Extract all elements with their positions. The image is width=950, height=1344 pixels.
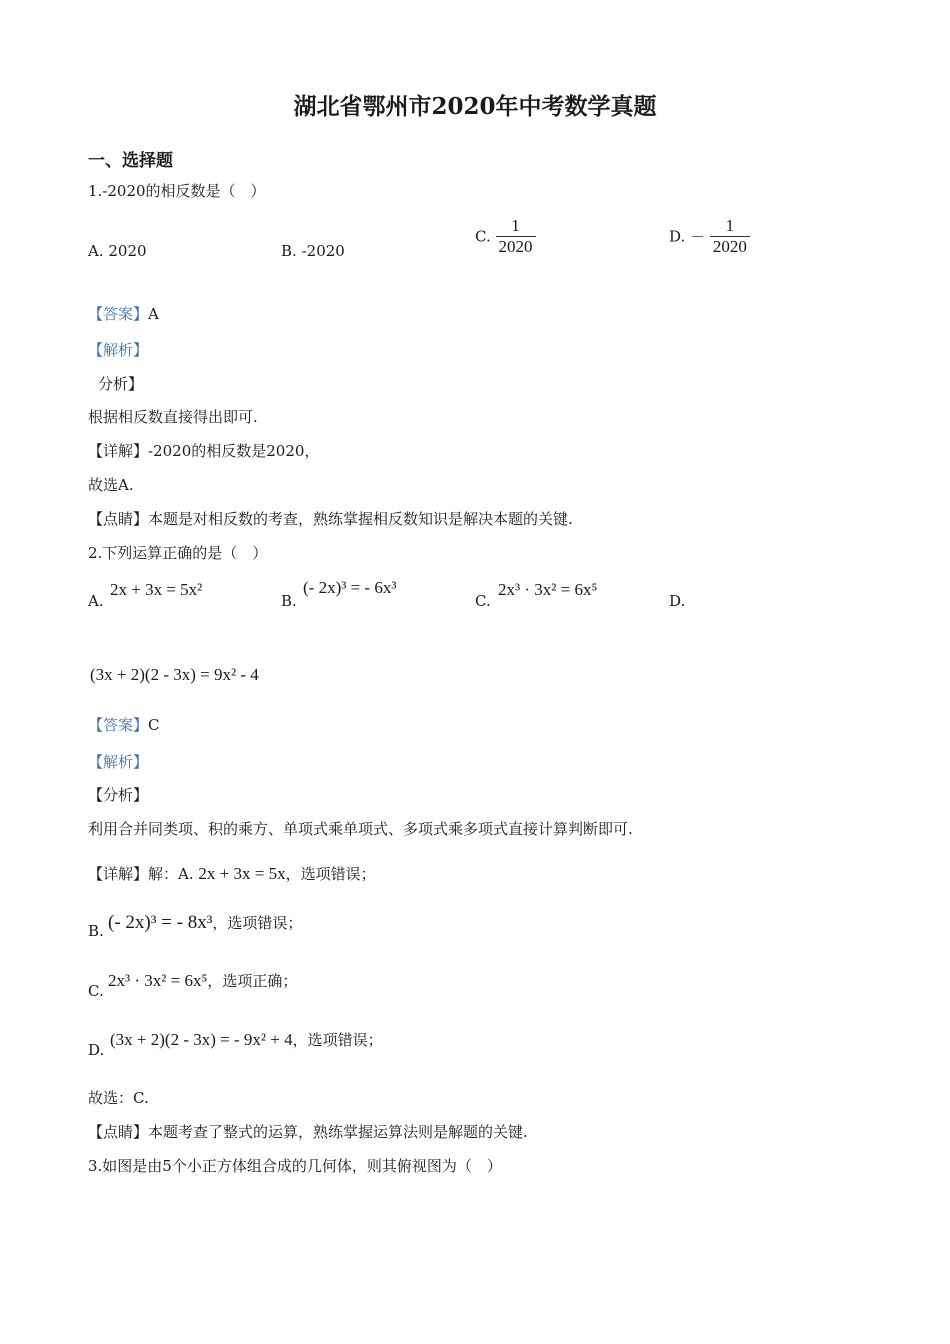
q2-option-d-math: (3x + 2)(2 - 3x) = 9x² - 4 bbox=[90, 665, 259, 684]
q1-option-d bbox=[669, 216, 750, 257]
detail-math: 2x + 3x = 5x bbox=[198, 864, 286, 883]
answer-value: C bbox=[148, 716, 160, 734]
detail-suffix: ，选项正确； bbox=[207, 972, 298, 990]
q2-option-b-math: (- 2x)³ = - 6x³ bbox=[303, 578, 397, 597]
q2-detail-d bbox=[110, 1029, 383, 1050]
q3-stem: 3.如图是由5个小正方体组合成的几何体，则其俯视图为（ ） bbox=[88, 1157, 502, 1175]
q2-option-a-math: 2x + 3x = 5x² bbox=[110, 580, 203, 599]
q1-answer bbox=[88, 303, 159, 324]
detail-prefix: 【详解】解：A. bbox=[88, 865, 194, 883]
option-value: 2020 bbox=[108, 242, 147, 260]
section-heading: 一、选择题 bbox=[88, 151, 173, 171]
q2-option-d-label: D. bbox=[669, 592, 686, 610]
q1-fenxi-text: 根据相反数直接得出即可. bbox=[88, 408, 258, 426]
q2-fenxi-text: 利用合并同类项、积的乘方、单项式乘单项式、多项式乘多项式直接计算判断即可. bbox=[88, 820, 633, 838]
detail-math: 2x³ · 3x² = 6x⁵ bbox=[108, 971, 208, 990]
fraction bbox=[496, 216, 536, 257]
option-label: D. bbox=[669, 227, 686, 246]
detail-suffix: ，选项错误； bbox=[292, 1031, 383, 1049]
option-label: A. bbox=[88, 242, 104, 260]
q2-option-b-label: B. bbox=[281, 592, 297, 610]
answer-tag: 【答案】 bbox=[88, 305, 149, 323]
q2-choose: 故选：C. bbox=[88, 1089, 149, 1107]
q2-detail-b bbox=[108, 912, 302, 934]
q2-analysis-tag: 【解析】 bbox=[88, 753, 149, 771]
q1-fenxi-tag: 分析】 bbox=[98, 375, 144, 393]
q2-answer bbox=[88, 714, 160, 735]
q2-stem: 2.下列运算正确的是（ ） bbox=[88, 544, 268, 562]
denominator: 2020 bbox=[710, 236, 750, 257]
q1-option-a bbox=[88, 242, 147, 260]
answer-tag: 【答案】 bbox=[88, 716, 149, 734]
q1-option-c bbox=[475, 216, 536, 257]
q1-analysis-tag: 【解析】 bbox=[88, 341, 149, 359]
q2-option-c-math: 2x³ · 3x² = 6x⁵ bbox=[498, 580, 598, 599]
q2-detail-b-label: B. bbox=[88, 922, 104, 940]
numerator: 1 bbox=[725, 216, 735, 235]
q2-option-c-label: C. bbox=[475, 592, 491, 610]
q1-choose: 故选A. bbox=[88, 476, 134, 494]
option-value: -2020 bbox=[301, 242, 345, 260]
minus-sign: － bbox=[690, 228, 706, 246]
q2-detail-a bbox=[88, 863, 376, 884]
detail-suffix: ，选项错误； bbox=[212, 914, 303, 932]
detail-math: (- 2x)³ = - 8x³ bbox=[108, 912, 213, 933]
q2-fenxi-tag: 【分析】 bbox=[88, 786, 149, 804]
fraction bbox=[710, 216, 750, 257]
q1-option-b bbox=[281, 242, 345, 260]
answer-value: A bbox=[148, 305, 159, 323]
q1-stem: 1.-2020的相反数是（ ） bbox=[88, 182, 266, 200]
q2-option-a-label: A. bbox=[88, 592, 104, 610]
option-label: C. bbox=[475, 227, 491, 246]
numerator: 1 bbox=[511, 216, 520, 235]
detail-math: (3x + 2)(2 - 3x) = - 9x² + 4 bbox=[110, 1030, 293, 1049]
q1-comment: 【点睛】本题是对相反数的考查，熟练掌握相反数知识是解决本题的关键. bbox=[88, 510, 573, 528]
q1-detail: 【详解】-2020的相反数是2020， bbox=[88, 442, 320, 460]
page-title: 湖北省鄂州市2020年中考数学真题 bbox=[293, 93, 657, 120]
detail-suffix: ，选项错误； bbox=[285, 865, 376, 883]
option-label: B. bbox=[281, 242, 297, 260]
q2-detail-c bbox=[108, 970, 297, 991]
denominator: 2020 bbox=[496, 236, 536, 257]
q2-detail-c-label: C. bbox=[88, 982, 104, 1000]
q2-comment: 【点睛】本题考查了整式的运算，熟练掌握运算法则是解题的关键. bbox=[88, 1123, 528, 1141]
q2-detail-d-label: D. bbox=[88, 1041, 105, 1059]
